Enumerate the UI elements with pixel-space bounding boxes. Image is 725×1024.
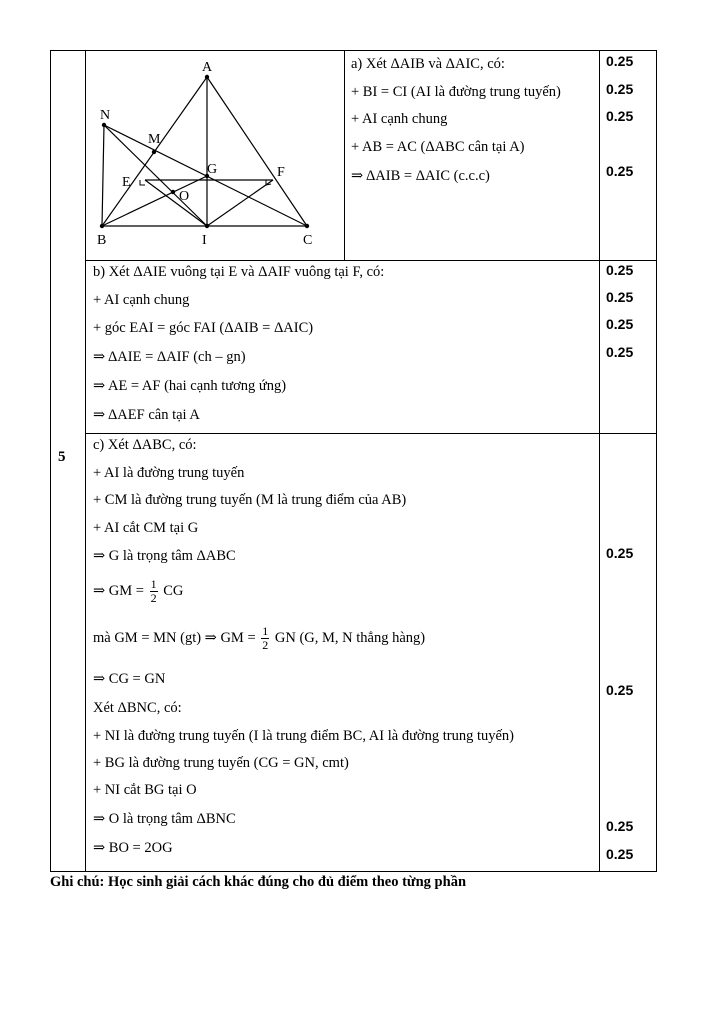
frac-numerator: 1 <box>150 577 157 592</box>
part-c-line-12: ⇒ BO = 2OG <box>93 840 173 856</box>
part-c-ma-line <box>93 623 425 653</box>
score-c-2: 0.25 <box>606 682 634 698</box>
table-border-left <box>50 50 51 872</box>
part-b-line-6: ⇒ ΔAEF cân tại A <box>93 407 200 423</box>
part-b-line-1: b) Xét ΔAIE vuông tại E và ΔAIF vuông tại F, có: <box>93 264 385 280</box>
part-c-line-2: + AI là đường trung tuyến <box>93 465 245 481</box>
label-e: E <box>122 175 131 190</box>
score-c-3: 0.25 <box>606 818 634 834</box>
segment-ie <box>145 180 207 226</box>
part-a-line-2: + BI = CI (AI là đường trung tuyến) <box>351 84 561 100</box>
part-b-line-2: + AI cạnh chung <box>93 292 190 308</box>
part-c-line-3: + CM là đường trung tuyến (M là trung điểm của AB) <box>93 492 407 508</box>
score-b-4: 0.25 <box>606 344 634 360</box>
label-b: B <box>97 233 107 248</box>
ma-prefix: mà GM = MN (gt) ⇒ GM = <box>93 630 256 646</box>
label-c: C <box>303 233 313 248</box>
part-b-line-5: ⇒ AE = AF (hai cạnh tương ứng) <box>93 378 287 394</box>
geometry-figure <box>90 55 330 250</box>
label-g: G <box>207 162 218 177</box>
part-c-line-4: + AI cắt CM tại G <box>93 520 199 536</box>
segment-ac <box>207 77 307 226</box>
question-number: 5 <box>58 449 66 465</box>
score-a-4: 0.25 <box>606 163 634 179</box>
score-c-1: 0.25 <box>606 545 634 561</box>
column-divider-number <box>85 50 86 872</box>
column-divider-figure <box>344 50 345 260</box>
part-a-line-3: + AI cạnh chung <box>351 111 448 127</box>
fraction-one-half <box>150 578 158 605</box>
table-border-top <box>50 50 657 51</box>
part-b-line-4: ⇒ ΔAIE = ΔAIF (ch – gn) <box>93 349 246 365</box>
score-a-2: 0.25 <box>606 81 634 97</box>
score-c-4: 0.25 <box>606 846 634 862</box>
segment-nb <box>102 125 104 226</box>
right-angle-e <box>140 180 145 185</box>
part-c-line-7: Xét ΔBNC, có: <box>93 700 182 716</box>
segment-if <box>207 180 273 226</box>
part-b-line-3: + góc EAI = góc FAI (ΔAIB = ΔAIC) <box>93 320 314 336</box>
part-a-line-1: a) Xét ΔAIB và ΔAIC, có: <box>351 56 505 72</box>
part-c-line-5: ⇒ G là trọng tâm ΔABC <box>93 548 236 564</box>
label-i: I <box>202 233 207 248</box>
table-border-right <box>656 50 657 872</box>
frac-denominator: 2 <box>150 591 157 606</box>
label-m: M <box>148 132 161 147</box>
label-a: A <box>202 60 213 75</box>
part-c-line-1: c) Xét ΔABC, có: <box>93 437 197 453</box>
part-a-line-4: + AB = AC (ΔABC cân tại A) <box>351 139 525 155</box>
gm-suffix: CG <box>163 583 184 599</box>
frac-denominator-2: 2 <box>262 638 269 653</box>
label-f: F <box>277 165 285 180</box>
part-c-line-8: + NI là đường trung tuyến (I là trung điểm BC, AI là đường trung tuyến) <box>93 728 514 744</box>
part-c-line-9: + BG là đường trung tuyến (CG = GN, cmt) <box>93 755 349 771</box>
part-c-line-10: + NI cắt BG tại O <box>93 782 197 798</box>
frac-numerator-2: 1 <box>262 624 269 639</box>
row-divider-a-b <box>85 260 657 261</box>
part-c-gm-line <box>93 576 183 606</box>
ma-suffix: GN (G, M, N thẳng hàng) <box>274 630 426 646</box>
label-n: N <box>100 108 111 123</box>
score-b-2: 0.25 <box>606 289 634 305</box>
part-c-line-11: ⇒ O là trọng tâm ΔBNC <box>93 811 236 827</box>
column-divider-score <box>599 50 600 872</box>
segment-bg <box>102 176 207 226</box>
score-a-3: 0.25 <box>606 108 634 124</box>
score-a-1: 0.25 <box>606 53 634 69</box>
grading-note: Ghi chú: Học sinh giải cách khác đúng cho đủ điểm theo từng phần <box>50 874 467 890</box>
table-border-bottom <box>50 871 657 872</box>
fraction-one-half-2 <box>261 625 269 652</box>
part-c-line-6: ⇒ CG = GN <box>93 671 166 687</box>
label-o: O <box>179 189 190 204</box>
part-a-line-5: ⇒ ΔAIB = ΔAIC (c.c.c) <box>351 168 490 184</box>
row-divider-b-c <box>85 433 657 434</box>
score-b-1: 0.25 <box>606 262 634 278</box>
gm-prefix: ⇒ GM = <box>93 583 144 599</box>
score-b-3: 0.25 <box>606 316 634 332</box>
